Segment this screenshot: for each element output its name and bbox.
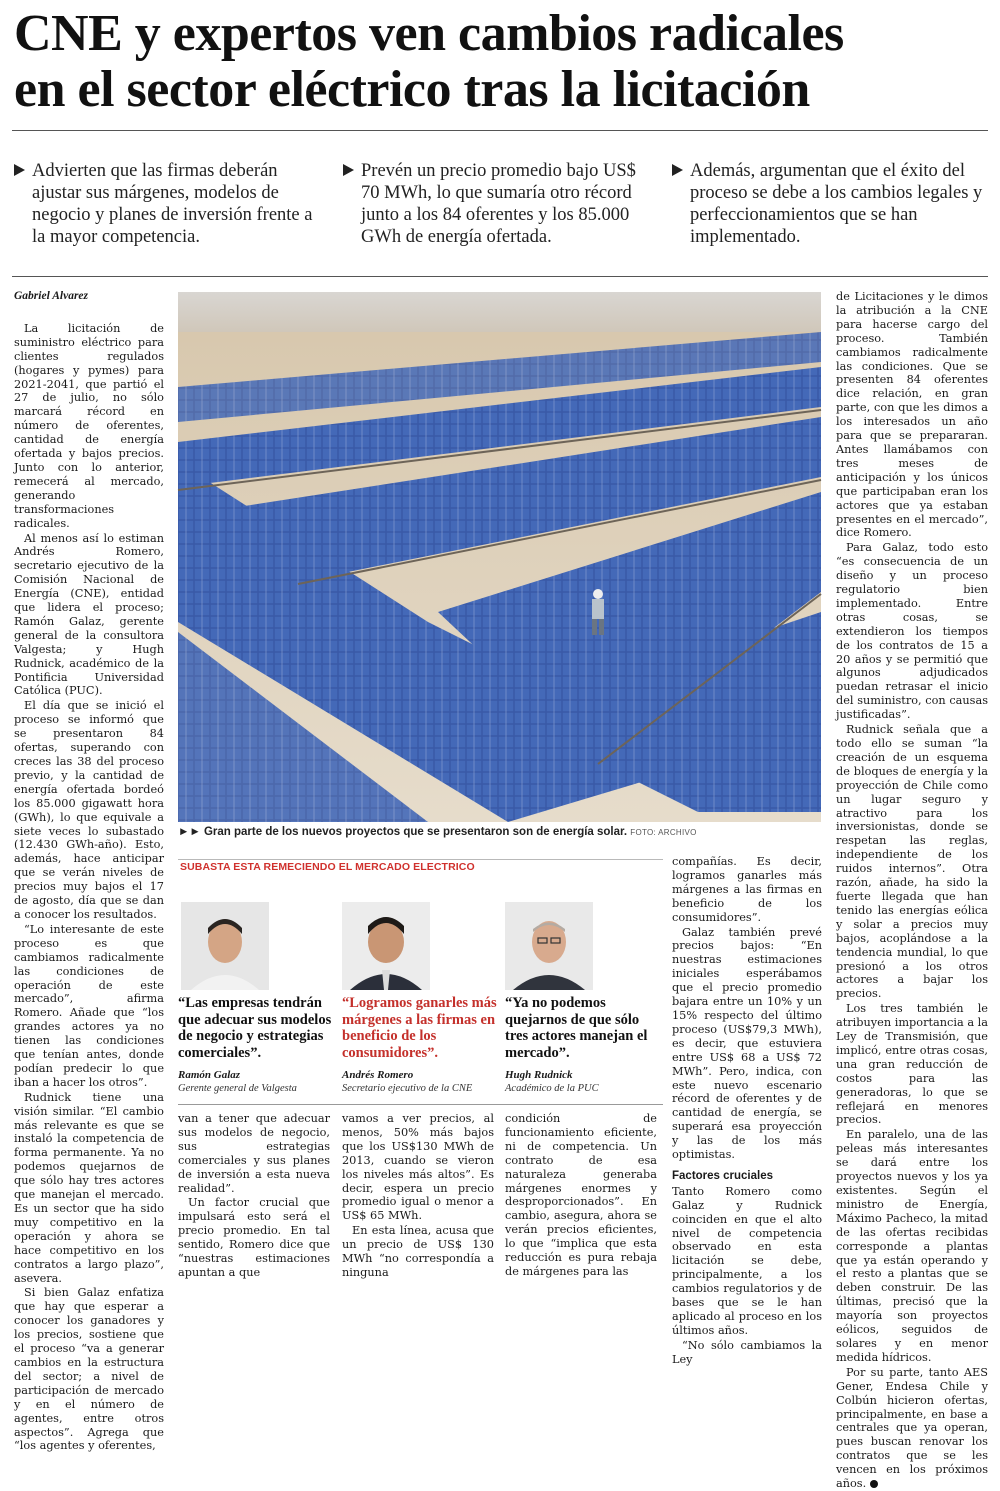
quote-1-role: Gerente general de Valgesta xyxy=(178,1083,297,1094)
portrait-hugh-rudnick xyxy=(505,902,593,990)
quote-1-name: Ramón Galaz xyxy=(178,1069,241,1081)
paragraph: Si bien Galaz enfatiza que hay que esperar a conocer los ganadores y los precios, sostiene que el proceso “va a generar cambios en la estructura del sector; a nivel de participación de mercado y en el número de agentes, entre otros aspectos”. Agrega que “los agentes y oferentes, xyxy=(14,1286,164,1453)
portrait-ramon-galaz xyxy=(181,902,269,990)
sidebar-title: SUBASTA ESTA REMECIENDO EL MERCADO ELECTRICO xyxy=(180,861,475,873)
sidebar-title-bar xyxy=(178,859,663,875)
deck-1: Advierten que las firmas deberán ajustar sus márgenes, modelos de negocio y planes de inversión frente a la mayor competencia. xyxy=(14,160,329,248)
paragraph: En esta línea, acusa que un precio de US$ 130 MWh “no correspondía a ninguna xyxy=(342,1224,494,1279)
deck-2: Prevén un precio promedio bajo US$ 70 MWh, lo que sumaría otro récord junto a los 84 oferentes y los 85.000 GWh de energía ofertada. xyxy=(343,160,658,248)
solar-farm-photo xyxy=(178,292,821,822)
quote-2-name: Andrés Romero xyxy=(342,1069,414,1081)
paragraph: “No sólo cambiamos la Ley xyxy=(672,1338,822,1366)
paragraph: van a tener que adecuar sus modelos de negocio, sus estrategias comerciales y sus planes de inversión a esta nueva realidad”. xyxy=(178,1112,330,1195)
headline xyxy=(14,6,989,118)
quote-3: “Ya no podemos quejarnos de que sólo tres actores manejan el mercado”. xyxy=(505,995,648,1061)
paragraph: vamos a ver precios, al menos, 50% más bajos que los US$130 MWh de 2013, cuando se vieron los niveles más altos”. Es decir, espera un precio promedio igual o menor a US$ 65 MWh. xyxy=(342,1112,494,1223)
article-column-5 xyxy=(672,855,822,1366)
paragraph: La licitación de suministro eléctrico para clientes regulados (hogares y pymes) para 2021-2041, que partió el 27 de julio, no sólo marcará récord en número de oferentes, cantidad de energía ofertada y bajos precios. Junto con lo anterior, remecerá al mercado, generando transformaciones radicales. xyxy=(14,321,164,530)
quote-1: “Las empresas tendrán que adecuar sus modelos de negocio y estrategias comerciales”. xyxy=(178,995,332,1061)
quote-3-role: Académico de la PUC xyxy=(505,1083,599,1094)
solar-panels-illustration xyxy=(178,292,821,822)
triangle-bullet-icon xyxy=(343,164,354,176)
quote-3-name: Hugh Rudnick xyxy=(505,1069,573,1081)
caption-text: Gran parte de los nuevos proyectos que se presentaron son de energía solar. xyxy=(203,826,628,838)
deck-3: Además, argumentan que el éxito del proceso se debe a los cambios legales y perfeccionamientos que se han implementado. xyxy=(672,160,987,248)
headline-line-2: en el sector eléctrico tras la licitación xyxy=(14,61,810,118)
paragraph: Para Galaz, todo esto “es consecuencia de un diseño y un proceso regulatorio bien implementado. Entre otras cosas, se extendieron los tiempos de los contratos de 15 a 20 años y se permitió que algunos adjudicados puedan retrasar el inicio del suministro, con causas justificadas”. xyxy=(836,541,988,722)
quote-2: “Logramos ganarles más márgenes a las firmas en beneficio de los consumidores”. xyxy=(342,995,497,1061)
paragraph: Los tres también le atribuyen importancia a la Ley de Transmisión, que implicó, entre otras cosas, una gran reducción de costos para las generadoras, lo que se reflejará en menores precios. xyxy=(836,1002,988,1127)
paragraph: “Lo interesante de este proceso es que cambiamos radicalmente las condiciones de operación de este mercado”, afirma Romero. Añade que “los grandes actores ya no tienen las condiciones que tenían antes, donde podían predecir lo que iban a hacer los otros”. xyxy=(14,922,164,1089)
paragraph: de Licitaciones y le dimos la atribución a la CNE para hacerse cargo del proceso. También cambiamos radicalmente las condiciones. Que se presenten 84 oferentes dice relación, en gran parte, con que les dimos a los interesados un año para que se prepararan. Antes llamábamos con tres meses de anticipación y los únicos que participaban eran los actores que ya estaban presentes en el mercado”, dice Romero. xyxy=(836,290,988,540)
sidebar-bottom-rule xyxy=(178,1104,663,1105)
paragraph-final: Por su parte, tanto AES Gener, Endesa Chile y Colbún hicieron ofertas, principalmente, en base a centrales que ya operan, pues buscan renovar los contratos que se les vencen en los próximos años. xyxy=(836,1365,988,1491)
paragraph: Galaz también prevé precios bajos: “En nuestras estimaciones iniciales esperábamos que el precio promedio bajara entre un 10% y un 15% respecto del último proceso (US$79,3 MWh), es decir, que estuviera entre US$ 68 a US$ 72 MWh”. Pero, indica, con este nuevo escenario récord de oferentes y de cantidad de energía, se superará esa proyección y las de los más optimistas. xyxy=(672,925,822,1162)
portrait-andres-romero xyxy=(342,902,430,990)
headline-line-1: CNE y expertos ven cambios radicales xyxy=(14,5,844,62)
article-column-1 xyxy=(14,290,164,1453)
double-triangle-icon: ►► xyxy=(178,826,201,838)
paragraph: condición de funcionamiento eficiente, ni de competencia. Un contrato de esa naturaleza generaba márgenes enormes y desproporcionados”. En cambio, asegura, ahora se verán precios eficientes, lo que “implica que esta reducción es pura rebaja de márgenes para las xyxy=(505,1112,657,1278)
article-column-6 xyxy=(836,290,988,1491)
paragraph: Tanto Romero como Galaz y Rudnick coinciden en que el alto nivel de competencia observado en esta licitación se debe, principalmente, a los cambios regulatorios y de bases que se le han aplicado al proceso en los últimos años. xyxy=(672,1184,822,1337)
triangle-bullet-icon xyxy=(672,164,683,176)
paragraph: Rudnick tiene una visión similar. “El cambio más relevante es que se instaló la competencia de forma permanente. Ya no podemos quejarnos de que sólo hay tres actores que manejan el mercado. Es un sector que ha sido muy competitivo en la operación y ahora se hace competitivo en los contratos a largo plazo”, asevera. xyxy=(14,1090,164,1285)
article-column-4 xyxy=(505,1112,657,1278)
headline-rule xyxy=(12,130,988,131)
deck-rule xyxy=(12,276,988,277)
paragraph: El día que se inició el proceso se informó que se presentaron 84 ofertas, superando con creces las 38 del proceso previo, y la cantidad de energía ofertada bordeó los 85.000 gigawatt hora (GWh), lo que equivale a siete veces lo subastado (12.430 GWh-año). Esto, además, hace anticipar que se verán niveles de precios muy bajos el 17 de agosto, día que se dan a conocer los resultados. xyxy=(14,699,164,921)
paragraph: Rudnick señala que a todo ello se suman “la creación de un esquema de bloques de energía y la proyección de Chile como un lugar seguro y atractivo para los inversionistas, donde se respetan las reglas, independiente de los ruidos internos”. Otra razón, añade, ha sido la fuerte llegada que han tenido las energías eólica y solar a precios muy bajos, acoplándose a la tendencia mundial, lo que presionó a los otros actores a bajar los precios. xyxy=(836,723,988,1001)
paragraph: compañías. Es decir, logramos ganarles más márgenes a las firmas en beneficio de los consumidores”. xyxy=(672,855,822,924)
paragraph: Al menos así lo estiman Andrés Romero, secretario ejecutivo de la Comisión Nacional de Energía (CNE), entidad que lidera el proceso; Ramón Galaz, gerente general de la consultora Valgesta; y Hugh Rudnick, académico de la Pontificia Universidad Católica (PUC). xyxy=(14,531,164,698)
photo-caption xyxy=(178,826,821,838)
paragraph: En paralelo, una de las peleas más interesantes se dará entre los proyectos nuevos y los ya existentes. Según el ministro de Energía, Máximo Pacheco, la mitad de las ofertas recibidas corresponde a plantas que ya están operando y el resto a plantas que se deben construir. De las últimas, precisó que la mayoría son proyectos eólicos, seguidos de solares y en menor medida hídricos. xyxy=(836,1128,988,1364)
article-column-3 xyxy=(342,1112,494,1279)
triangle-bullet-icon xyxy=(14,164,25,176)
byline: Gabriel Alvarez xyxy=(14,290,88,302)
article-column-2 xyxy=(178,1112,330,1279)
subhead-factores-cruciales: Factores cruciales xyxy=(672,1169,774,1182)
photo-credit: FOTO: ARCHIVO xyxy=(630,828,697,837)
end-of-article-icon xyxy=(870,1480,878,1488)
paragraph: Un factor crucial que impulsará esto será el precio promedio. En tal sentido, Romero dice que “nuestras estimaciones apuntan a que xyxy=(178,1196,330,1279)
quote-2-role: Secretario ejecutivo de la CNE xyxy=(342,1083,473,1094)
